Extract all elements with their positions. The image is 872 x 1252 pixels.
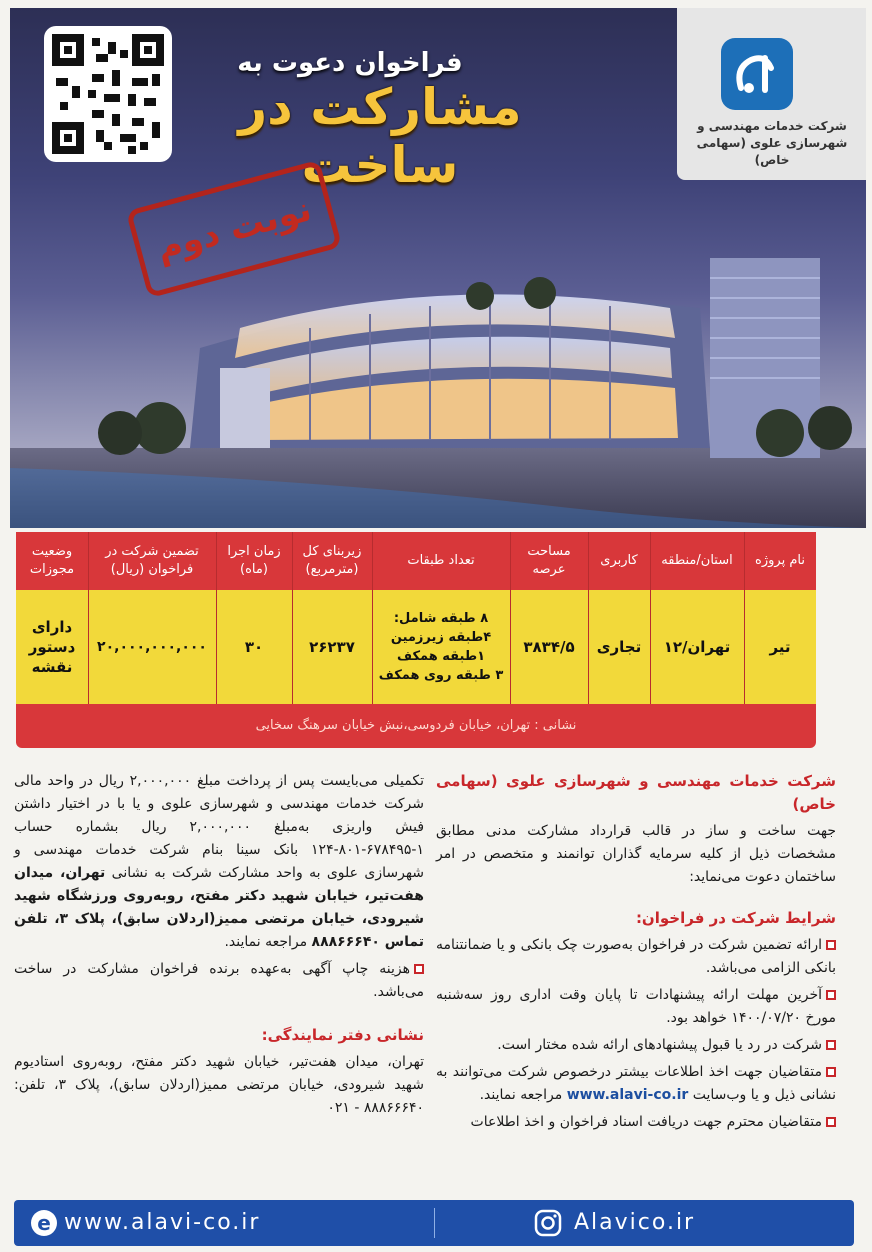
condition-4 bbox=[436, 1061, 836, 1107]
condition-3 bbox=[436, 1034, 836, 1057]
intro-title: شرکت خدمات مهندسی و شهرسازی علوی (سهامی خاص) bbox=[436, 772, 836, 813]
company-name bbox=[683, 118, 861, 169]
left-column bbox=[14, 770, 424, 1124]
bullet-icon bbox=[826, 940, 836, 950]
floors-line-1: ۸ طبقه شامل: bbox=[393, 611, 489, 626]
table-address-bar bbox=[16, 704, 816, 748]
cell-land-area: ۳۸۳۴/۵ bbox=[523, 638, 575, 656]
ad-cost-text: هزینه چاپ آگهی به‌عهده برنده فراخوان مشارکت در ساخت می‌باشد. bbox=[14, 961, 424, 1000]
intro-text: جهت ساخت و ساز در قالب قرارداد مشارکت مدنی مطابق مشخصات ذیل از کلیه سرمایه گذاران توانمند و متخصص در امر ساختمان دعوت می‌نماید: bbox=[436, 823, 836, 885]
condition-4-suffix: مراجعه نمایند. bbox=[479, 1087, 563, 1103]
payment-text: تکمیلی می‌بایست پس از پرداخت مبلغ ۲,۰۰۰,۰۰۰ ریال در واحد مالی شرکت خدمات مهندسی و شهرسازی علوی و یا با در اختیار داشتن فیش واریزی به‌مبلغ ۲,۰۰۰,۰۰۰ ریال بشماره حساب ۱-۶۷۸۴۹۵-۸۰۱-۱۲۴ بانک سینا بنام شرکت خدمات مهندسی و شهرسازی علوی به واحد مشارکت شرکت به نشانی bbox=[14, 773, 425, 881]
header-guarantee: تضمین شرکت در فراخوان (ریال) bbox=[105, 544, 199, 577]
bullet-icon bbox=[414, 964, 424, 974]
floors-line-2: ۴طبقه زیرزمین bbox=[390, 630, 492, 645]
header-land-area: مساحت عرصه bbox=[527, 544, 571, 577]
condition-5 bbox=[436, 1111, 836, 1134]
project-address: نشانی : تهران، خیابان فردوسی،نبش خیابان سرهنگ سخایی bbox=[255, 718, 577, 733]
company-logo-icon bbox=[721, 38, 793, 110]
cell-region: تهران/۱۲ bbox=[663, 638, 731, 656]
header-usage: کاربری bbox=[600, 553, 638, 568]
company-logo-box bbox=[677, 8, 866, 180]
hero-title: مشارکت در ساخت bbox=[238, 78, 522, 194]
header-project-name: نام پروژه bbox=[755, 553, 805, 568]
instagram-icon bbox=[534, 1209, 562, 1237]
condition-5-text: متقاضیان محترم جهت دریافت اسناد فراخوان و اخذ اطلاعات bbox=[470, 1114, 822, 1130]
cell-permits: دارای دستور نقشه bbox=[28, 618, 76, 676]
cell-floors bbox=[372, 590, 510, 704]
bullet-icon bbox=[826, 1117, 836, 1127]
footer-bar bbox=[14, 1200, 854, 1246]
cell-project-name: تیر bbox=[769, 638, 791, 656]
payment-paragraph bbox=[14, 770, 424, 954]
condition-3-text: شرکت در رد یا قبول پیشنهادهای ارائه شده مختار است. bbox=[497, 1037, 822, 1053]
footer-instagram[interactable]: Alavico.ir bbox=[574, 1210, 696, 1235]
header-floors: تعداد طبقات bbox=[407, 553, 475, 568]
payment-address: تهران، میدان هفت‌تیر، خیابان شهید دکتر مفتح، روبه‌روی ورزشگاه شهید شیرودی، خیابان مرتضی ممیز(اردلان سابق)، پلاک ۳، تلفن تماس ۸۸۸۶۶۶۴۰ bbox=[14, 865, 424, 950]
project-table bbox=[16, 532, 816, 750]
qr-code[interactable] bbox=[44, 26, 172, 162]
header-region: استان/منطقه bbox=[661, 553, 733, 568]
website-link[interactable]: www.alavi-co.ir bbox=[566, 1087, 689, 1103]
bullet-icon bbox=[826, 990, 836, 1000]
floors-line-3: ۱طبقه همکف bbox=[396, 649, 486, 664]
floors-line-4: ۳ طبقه روی همکف bbox=[378, 668, 504, 683]
company-name-line1: شرکت خدمات مهندسی و bbox=[697, 119, 847, 133]
cell-total-area: ۲۶۲۳۷ bbox=[309, 638, 355, 656]
company-name-line2: شهرسازی علوی (سهامی خاص) bbox=[696, 136, 848, 167]
condition-1-text: ارائه تضمین شرکت در فراخوان به‌صورت چک بانکی و یا ضمانتنامه بانکی الزامی می‌باشد. bbox=[436, 937, 836, 976]
right-column bbox=[436, 770, 836, 1138]
condition-2 bbox=[436, 984, 836, 1030]
cell-guarantee: ۲۰,۰۰۰,۰۰۰,۰۰۰ bbox=[97, 639, 207, 655]
footer-website[interactable]: www.alavi-co.ir bbox=[64, 1210, 261, 1235]
header-duration: زمان اجرا (ماه) bbox=[227, 544, 281, 577]
hero-subtitle: فراخوان دعوت به bbox=[237, 48, 463, 78]
footer-divider bbox=[434, 1208, 435, 1238]
bullet-icon bbox=[826, 1040, 836, 1050]
bullet-icon bbox=[826, 1067, 836, 1077]
condition-4-text: متقاضیان جهت اخذ اطلاعات بیشتر درخصوص شرکت می‌توانند به نشانی ذیل و یا وب‌سایت bbox=[436, 1064, 836, 1103]
cell-usage: تجاری bbox=[596, 638, 642, 656]
browser-icon bbox=[30, 1209, 58, 1237]
hero-banner bbox=[10, 8, 866, 528]
header-total-area: زیربنای کل (مترمربع) bbox=[302, 544, 362, 577]
condition-1 bbox=[436, 934, 836, 980]
condition-2-text: آخرین مهلت ارائه پیشنهادات تا پایان وقت اداری روز سه‌شنبه مورخ ۱۴۰۰/۰۷/۲۰ خواهد بود. bbox=[436, 987, 836, 1026]
cell-duration: ۳۰ bbox=[244, 638, 264, 656]
svg-text:e: e bbox=[37, 1211, 51, 1235]
stamp-text: نوبت دوم bbox=[152, 189, 316, 269]
header-permits: وضعیت مجوزات bbox=[29, 544, 75, 577]
office-address: تهران، میدان هفت‌تیر، خیابان شهید دکتر مفتح، روبه‌روی استادیوم شهید شیرودی، خیابان مرتضی ممیز(اردلان سابق)، پلاک ۳، تلفن: ۸۸۸۶۶۶۴۰ - ۰۲۱ bbox=[14, 1054, 424, 1116]
payment-suffix: مراجعه نمایند. bbox=[224, 934, 308, 950]
conditions-title: شرایط شرکت در فراخوان: bbox=[635, 909, 836, 927]
qr-code-icon bbox=[52, 34, 164, 154]
ad-cost-paragraph bbox=[14, 958, 424, 1004]
office-title: نشانی دفتر نمایندگی: bbox=[261, 1026, 424, 1044]
